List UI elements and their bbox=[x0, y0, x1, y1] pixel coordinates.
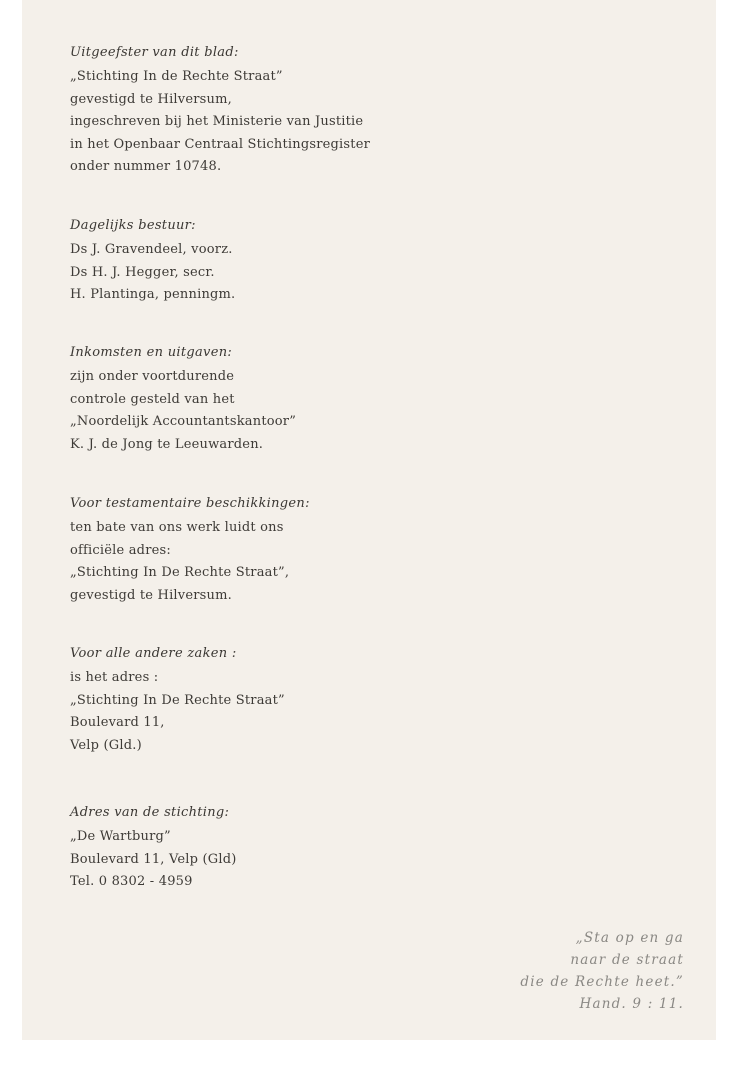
text-line: Boulevard 11, Velp (Gld) bbox=[70, 851, 237, 867]
section-daily-board bbox=[70, 217, 670, 307]
page bbox=[22, 0, 716, 1040]
text-line: Boulevard 11, bbox=[70, 715, 165, 730]
section-heading: Dagelijks bestuur: bbox=[70, 218, 196, 233]
text-line: „Stichting In de Rechte Straat” bbox=[70, 69, 283, 84]
text-line: ten bate van ons werk luidt ons bbox=[70, 520, 284, 535]
quote-line: die de Rechte heet.” bbox=[520, 974, 684, 990]
text-line: is het adres : bbox=[70, 670, 159, 685]
section-publisher bbox=[70, 44, 670, 179]
section-heading: Adres van de stichting: bbox=[70, 805, 230, 820]
text-line: Ds J. Gravendeel, voorz. bbox=[70, 242, 233, 257]
quote-line: „Sta op en ga bbox=[575, 930, 684, 946]
text-line: „Noordelijk Accountantskantoor” bbox=[70, 414, 297, 429]
text-line: zijn onder voortdurende bbox=[70, 369, 235, 384]
text-line: onder nummer 10748. bbox=[70, 159, 222, 174]
text-line: „De Wartburg” bbox=[70, 829, 171, 844]
text-line: K. J. de Jong te Leeuwarden. bbox=[70, 436, 264, 452]
text-line: „Stichting In De Rechte Straat”, bbox=[70, 565, 290, 580]
section-heading: Voor alle andere zaken : bbox=[70, 646, 237, 661]
section-heading: Uitgeefster van dit blad: bbox=[70, 45, 239, 60]
section-testamentary bbox=[70, 495, 670, 607]
section-heading: Inkomsten en uitgaven: bbox=[70, 345, 233, 360]
section-heading: Voor testamentaire beschikkingen: bbox=[70, 496, 310, 511]
section-other-matters bbox=[70, 645, 670, 757]
text-line: ingeschreven bij het Ministerie van Justitie bbox=[70, 114, 364, 129]
text-line: controle gesteld van het bbox=[70, 391, 235, 407]
section-foundation-address bbox=[70, 804, 670, 894]
bible-quote bbox=[520, 927, 684, 1015]
text-line: „Stichting In De Rechte Straat” bbox=[70, 692, 285, 708]
section-income-expenses bbox=[70, 344, 670, 456]
text-line: gevestigd te Hilversum, bbox=[70, 91, 232, 107]
quote-line: naar de straat bbox=[570, 952, 684, 968]
text-line: officiële adres: bbox=[70, 542, 171, 558]
text-line: H. Plantinga, penningm. bbox=[70, 287, 236, 302]
text-line: Tel. 0 8302 - 4959 bbox=[70, 874, 193, 889]
text-line: Ds H. J. Hegger, secr. bbox=[70, 264, 215, 280]
text-line: gevestigd te Hilversum. bbox=[70, 587, 232, 603]
text-line: Velp (Gld.) bbox=[70, 737, 142, 753]
text-line: in het Openbaar Centraal Stichtingsregister bbox=[70, 136, 371, 152]
quote-reference: Hand. 9 : 11. bbox=[579, 996, 684, 1012]
